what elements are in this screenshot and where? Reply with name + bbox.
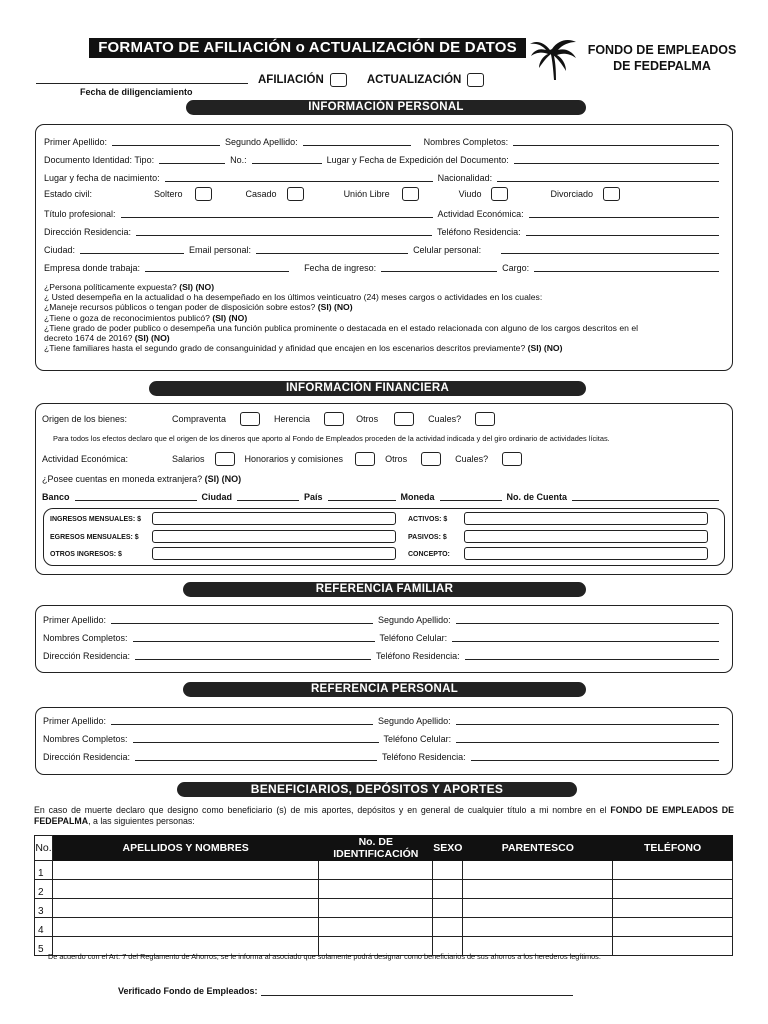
lugar-expedicion-label: Lugar y Fecha de Expedición del Documento: xyxy=(326,155,509,165)
intro-text: En caso de muerte declaro que designo como beneficiario (s) de mis aportes, depósitos y en general de cualquier título a mi nombre en el xyxy=(34,805,607,815)
salarios-checkbox[interactable] xyxy=(215,452,235,466)
col-no: No. xyxy=(35,836,53,861)
personal-ref-box xyxy=(35,707,733,775)
q-reconocimientos-no[interactable]: (NO) xyxy=(228,312,248,323)
email-field[interactable] xyxy=(256,245,408,254)
cell-telefono[interactable] xyxy=(613,861,733,880)
actividad-fin-label: Actividad Económica: xyxy=(42,454,129,464)
row-number: 5 xyxy=(35,937,53,956)
egresos-field[interactable] xyxy=(152,530,396,543)
afiliacion-checkbox[interactable] xyxy=(330,73,347,87)
documento-no-label: No.: xyxy=(230,155,247,165)
moneda-label: Moneda xyxy=(400,492,435,502)
q-recursos-no[interactable]: (NO) xyxy=(333,302,353,313)
empresa-label: Empresa donde trabaja: xyxy=(44,263,141,273)
section-informacion-personal: INFORMACIÓN PERSONAL xyxy=(186,100,586,115)
cell-nombres[interactable] xyxy=(52,899,318,918)
compraventa-label: Compraventa xyxy=(172,414,227,424)
fam-primer-apellido-label: Primer Apellido: xyxy=(43,615,107,625)
telefono-residencia-field[interactable] xyxy=(526,227,719,236)
lugar-nacimiento-label: Lugar y fecha de nacimiento: xyxy=(44,173,160,183)
titulo-label: Título profesional: xyxy=(44,209,116,219)
direccion-residencia-label: Dirección Residencia: xyxy=(44,227,132,237)
declaracion-origen: Para todos los efectos declaro que el origen de los dineros que aporto al Fondo de Empleados proceden de la actividad indicada y del giro ordinario de actividades lícitas. xyxy=(53,434,610,443)
cell-identificacion[interactable] xyxy=(319,918,433,937)
banco-label: Banco xyxy=(42,492,70,502)
ref-direccion-field[interactable] xyxy=(135,752,377,761)
moneda-ext-no[interactable]: (NO) xyxy=(221,474,242,484)
titulo-field[interactable] xyxy=(121,209,433,218)
fam-primer-apellido-field[interactable] xyxy=(111,615,373,624)
financiera-box xyxy=(35,403,733,575)
nacionalidad-field[interactable] xyxy=(497,173,719,182)
actividad-economica-field[interactable] xyxy=(529,209,719,218)
concepto-field[interactable] xyxy=(464,547,708,560)
org-line1: FONDO DE EMPLEADOS xyxy=(587,43,737,57)
primer-apellido-label: Primer Apellido: xyxy=(44,137,108,147)
verificado-field[interactable] xyxy=(261,987,573,996)
cell-parentesco[interactable] xyxy=(463,861,613,880)
q-reconocimientos: ¿Tiene o goza de reconocimientos publicó? xyxy=(44,312,210,323)
fam-direccion-label: Dirección Residencia: xyxy=(43,651,131,661)
union-libre-checkbox[interactable] xyxy=(402,187,419,201)
viudo-checkbox[interactable] xyxy=(491,187,508,201)
q-poder-publico: ¿Tiene grado de poder publico o desempeña una función publica prominente o destacada en el estado relacionada con alguno de los cargos descritos en el xyxy=(44,322,639,333)
pep-questions xyxy=(44,282,726,353)
otros-ingresos-field[interactable] xyxy=(152,547,396,560)
fecha-ingreso-label: Fecha de ingreso: xyxy=(304,263,377,273)
moneda-extranjera-question xyxy=(42,474,241,484)
beneficiarios-intro xyxy=(34,805,734,827)
otros-ingresos-label: OTROS INGRESOS: $ xyxy=(50,551,122,558)
no-cuenta-field[interactable] xyxy=(572,492,719,501)
honorarios-checkbox[interactable] xyxy=(355,452,375,466)
cell-telefono[interactable] xyxy=(613,918,733,937)
fam-direccion-field[interactable] xyxy=(135,651,371,660)
cell-parentesco[interactable] xyxy=(463,880,613,899)
q-reconocimientos-si[interactable]: (SI) xyxy=(212,312,227,323)
montos-box xyxy=(43,508,725,566)
q-poder-no[interactable]: (NO) xyxy=(151,333,170,344)
pasivos-field[interactable] xyxy=(464,530,708,543)
ref-segundo-apellido-field[interactable] xyxy=(456,716,719,725)
banco-field[interactable] xyxy=(75,492,197,501)
fecha-line[interactable] xyxy=(36,83,248,84)
otros-act-label: Otros xyxy=(385,454,408,464)
ref-tel-res-field[interactable] xyxy=(471,752,719,761)
cell-nombres[interactable] xyxy=(52,918,318,937)
cell-sexo[interactable] xyxy=(433,918,463,937)
segundo-apellido-label: Segundo Apellido: xyxy=(225,137,298,147)
verificado-row xyxy=(118,986,573,996)
q-pep-si[interactable]: (SI) xyxy=(179,282,194,292)
q-poder-si[interactable]: (SI) xyxy=(134,333,149,344)
egresos-label: EGRESOS MENSUALES: $ xyxy=(50,534,139,541)
cuales-act-label: Cuales? xyxy=(455,454,489,464)
moneda-field[interactable] xyxy=(440,492,502,501)
col-sexo: SEXO xyxy=(433,836,463,861)
afiliacion-label: AFILIACIÓN xyxy=(258,74,324,86)
cell-sexo[interactable] xyxy=(433,899,463,918)
otros-act-checkbox[interactable] xyxy=(421,452,441,466)
ref-direccion-label: Dirección Residencia: xyxy=(43,752,131,762)
q-recursos: ¿Maneje recursos públicos o tengan poder de disposición sobre estos? xyxy=(44,302,316,313)
fam-tel-res-label: Teléfono Residencia: xyxy=(376,651,460,661)
section-referencia-personal: REFERENCIA PERSONAL xyxy=(183,682,586,697)
cell-nombres[interactable] xyxy=(52,861,318,880)
row-number: 1 xyxy=(35,861,53,880)
q-familiares-si[interactable]: (SI) xyxy=(527,343,542,354)
otros-label: Otros xyxy=(356,414,379,424)
fecha-ingreso-field[interactable] xyxy=(381,263,497,272)
ref-tel-res-label: Teléfono Residencia: xyxy=(382,752,466,762)
activos-label: ACTIVOS: $ xyxy=(408,516,448,523)
org-line2: DE FEDEPALMA xyxy=(613,59,711,73)
herencia-label: Herencia xyxy=(274,414,311,424)
casado-checkbox[interactable] xyxy=(287,187,304,201)
cell-identificacion[interactable] xyxy=(319,861,433,880)
estado-civil-label: Estado civil: xyxy=(44,189,93,199)
ref-celular-field[interactable] xyxy=(456,734,719,743)
lugar-nacimiento-field[interactable] xyxy=(165,173,433,182)
pasivos-label: PASIVOS: $ xyxy=(408,534,447,541)
cell-sexo[interactable] xyxy=(433,861,463,880)
cell-telefono[interactable] xyxy=(613,899,733,918)
q-familiares: ¿Tiene familiares hasta el segundo grado de consanguinidad y afinidad que encajen en los escenarios descritos previamente? xyxy=(44,343,526,354)
cuales-checkbox[interactable] xyxy=(475,412,495,426)
otros-checkbox[interactable] xyxy=(394,412,414,426)
email-label: Email personal: xyxy=(189,245,252,255)
union-libre-label: Unión Libre xyxy=(343,189,390,199)
moneda-ext-si[interactable]: (SI) xyxy=(204,474,220,484)
origen-label: Origen de los bienes: xyxy=(42,414,128,424)
table-row xyxy=(35,899,733,918)
q-cargos: ¿ Usted desempeña en la actualidad o ha desempeñado en los últimos veinticuatro (24) meses cargos o actividades en los cuales: xyxy=(44,292,543,303)
ciudad-field[interactable] xyxy=(80,245,184,254)
q-decreto: decreto 1674 de 2016? xyxy=(44,333,133,344)
cargo-field[interactable] xyxy=(534,263,719,272)
col-apellidos-nombres: APELLIDOS Y NOMBRES xyxy=(52,836,318,861)
q-pep-no[interactable]: (NO) xyxy=(195,282,215,292)
beneficiarios-table xyxy=(34,835,733,956)
celular-label: Celular personal: xyxy=(413,245,482,255)
cell-parentesco[interactable] xyxy=(463,918,613,937)
soltero-label: Soltero xyxy=(154,189,183,199)
cell-identificacion[interactable] xyxy=(319,880,433,899)
ciudad-fin-field[interactable] xyxy=(237,492,299,501)
cell-sexo[interactable] xyxy=(433,880,463,899)
viudo-label: Viudo xyxy=(458,189,482,199)
primer-apellido-field[interactable] xyxy=(112,137,220,146)
intro-bold-2: EMPLEADOS DE FEDEPALMA xyxy=(34,805,734,826)
q-familiares-no[interactable]: (NO) xyxy=(543,343,563,354)
nota-reglamento: De acuerdo con el Art. 7 del Reglamento de Ahorros, se le informa al asociado que solamente podrá designar como beneficiarios de sus ahorros a los herederos legítimos. xyxy=(48,952,601,961)
q-pep: ¿Persona políticamente expuesta? xyxy=(44,282,177,292)
fam-tel-res-field[interactable] xyxy=(465,651,719,660)
actualizacion-checkbox[interactable] xyxy=(467,73,484,87)
concepto-label: CONCEPTO: xyxy=(408,551,450,558)
intro-bold-1: FONDO DE xyxy=(610,805,659,815)
cell-telefono[interactable] xyxy=(613,880,733,899)
nacionalidad-label: Nacionalidad: xyxy=(437,173,493,183)
ref-celular-label: Teléfono Celular: xyxy=(383,734,452,744)
q-recursos-si[interactable]: (SI) xyxy=(317,302,332,313)
celular-field[interactable] xyxy=(501,245,719,254)
cell-parentesco[interactable] xyxy=(463,899,613,918)
actualizacion-label: ACTUALIZACIÓN xyxy=(366,74,462,86)
herencia-checkbox[interactable] xyxy=(324,412,344,426)
verificado-label: Verificado Fondo de Empleados: xyxy=(118,986,258,996)
ref-primer-apellido-label: Primer Apellido: xyxy=(43,716,107,726)
fam-nombres-field[interactable] xyxy=(133,633,375,642)
activos-field[interactable] xyxy=(464,512,708,525)
col-parentesco: PARENTESCO xyxy=(463,836,613,861)
casado-label: Casado xyxy=(245,189,277,199)
form-title: FORMATO DE AFILIACIÓN o ACTUALIZACIÓN DE DATOS xyxy=(89,38,526,58)
row-number: 3 xyxy=(35,899,53,918)
fam-segundo-apellido-field[interactable] xyxy=(456,615,719,624)
fam-celular-field[interactable] xyxy=(452,633,719,642)
organization-name xyxy=(582,42,742,74)
palm-logo-icon xyxy=(528,36,580,80)
cuales-label: Cuales? xyxy=(428,414,462,424)
ref-nombres-label: Nombres Completos: xyxy=(43,734,128,744)
lugar-expedicion-field[interactable] xyxy=(514,155,719,164)
ciudad-label: Ciudad: xyxy=(44,245,76,255)
cell-nombres[interactable] xyxy=(52,880,318,899)
divorciado-checkbox[interactable] xyxy=(603,187,620,201)
personal-box xyxy=(35,124,733,371)
table-row xyxy=(35,918,733,937)
compraventa-checkbox[interactable] xyxy=(240,412,260,426)
col-telefono: TELÉFONO xyxy=(613,836,733,861)
no-cuenta-label: No. de Cuenta xyxy=(506,492,568,502)
cargo-label: Cargo: xyxy=(502,263,530,273)
table-row xyxy=(35,861,733,880)
telefono-residencia-label: Teléfono Residencia: xyxy=(437,227,521,237)
fam-segundo-apellido-label: Segundo Apellido: xyxy=(378,615,451,625)
familiar-box xyxy=(35,605,733,673)
fecha-label: Fecha de diligenciamiento xyxy=(80,87,193,97)
pais-label: País xyxy=(304,492,323,502)
soltero-checkbox[interactable] xyxy=(195,187,212,201)
row-number: 2 xyxy=(35,880,53,899)
ref-primer-apellido-field[interactable] xyxy=(111,716,373,725)
table-row xyxy=(35,880,733,899)
ingresos-field[interactable] xyxy=(152,512,396,525)
ref-segundo-apellido-label: Segundo Apellido: xyxy=(378,716,451,726)
honorarios-label: Honorarios y comisiones xyxy=(244,454,344,464)
section-referencia-familiar: REFERENCIA FAMILIAR xyxy=(183,582,586,597)
moneda-ext-label: ¿Posee cuentas en moneda extranjera? xyxy=(42,474,203,484)
empresa-field[interactable] xyxy=(145,263,289,272)
segundo-apellido-field[interactable] xyxy=(303,137,411,146)
actividad-economica-label: Actividad Económica: xyxy=(437,209,524,219)
fam-celular-label: Teléfono Celular: xyxy=(379,633,448,643)
ingresos-label: INGRESOS MENSUALES: $ xyxy=(50,516,142,523)
divorciado-label: Divorciado xyxy=(550,189,593,199)
salarios-label: Salarios xyxy=(172,454,205,464)
table-header-row xyxy=(35,836,733,861)
cell-identificacion[interactable] xyxy=(319,899,433,918)
ref-nombres-field[interactable] xyxy=(133,734,379,743)
cuales-act-checkbox[interactable] xyxy=(502,452,522,466)
section-informacion-financiera: INFORMACIÓN FINANCIERA xyxy=(149,381,586,396)
fam-nombres-label: Nombres Completos: xyxy=(43,633,128,643)
row-number: 4 xyxy=(35,918,53,937)
intro-text-2: , a las siguientes personas: xyxy=(88,816,195,826)
ciudad-fin-label: Ciudad xyxy=(201,492,233,502)
col-identificacion: No. DE IDENTIFICACIÓN xyxy=(319,836,433,861)
nombres-field[interactable] xyxy=(513,137,719,146)
documento-no-field[interactable] xyxy=(252,155,322,164)
documento-tipo-label: Documento Identidad: Tipo: xyxy=(44,155,155,165)
section-beneficiarios: BENEFICIARIOS, DEPÓSITOS Y APORTES xyxy=(177,782,577,797)
documento-tipo-field[interactable] xyxy=(159,155,225,164)
pais-field[interactable] xyxy=(328,492,396,501)
nombres-label: Nombres Completos: xyxy=(423,137,509,147)
cell-telefono[interactable] xyxy=(613,937,733,956)
direccion-residencia-field[interactable] xyxy=(136,227,432,236)
